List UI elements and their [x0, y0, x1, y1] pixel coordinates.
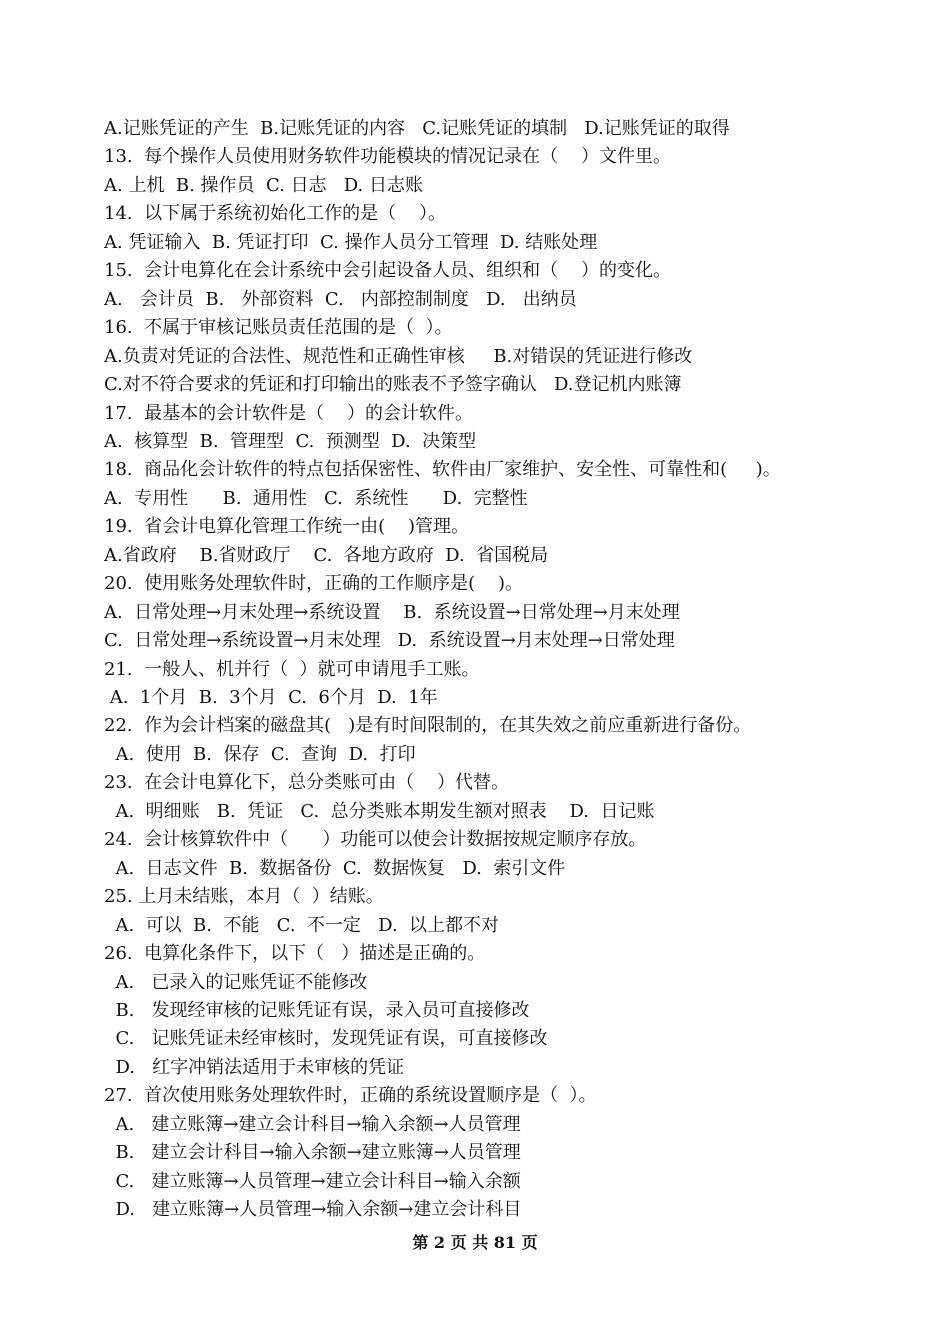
question-stem: 16. 不属于审核记账员责任范围的是（ ）。 [104, 317, 453, 339]
page-footer: 第 2 页 共 81 页 [412, 1233, 538, 1252]
question-stem: 22. 作为会计档案的磁盘其( )是有时间限制的，在其失效之前应重新进行备份。 [104, 715, 752, 737]
answer-options: C. 记账凭证未经审核时，发现凭证有误，可直接修改 [104, 1028, 548, 1050]
answer-options: A.记账凭证的产生 B.记账凭证的内容 C.记账凭证的填制 D.记账凭证的取得 [104, 118, 730, 139]
question-stem: 14. 以下属于系统初始化工作的是（ ）。 [104, 203, 446, 225]
answer-options: A. 日志文件 B. 数据备份 C. 数据恢复 D. 索引文件 [104, 857, 566, 879]
answer-options: C. 日常处理→系统设置→月末处理 D. 系统设置→月末处理→日常处理 [104, 630, 675, 652]
question-stem: 15. 会计电算化在会计系统中会引起设备人员、组织和（ ）的变化。 [104, 260, 671, 282]
answer-options: A. 上机 B. 操作员 C. 日志 D. 日志账 [104, 174, 423, 196]
answer-options: D. 红字冲销法适用于未审核的凭证 [104, 1056, 405, 1078]
question-stem: 18. 商品化会计软件的特点包括保密性、软件由厂家维护、安全性、可靠性和( )。 [104, 459, 781, 481]
answer-options: A. 凭证输入 B. 凭证打印 C. 操作人员分工管理 D. 结账处理 [104, 231, 598, 253]
answer-options: C.对不符合要求的凭证和打印输出的账表不予签字确认 D.登记机内账簿 [104, 374, 682, 396]
answer-options: A. 专用性 B. 通用性 C. 系统性 D. 完整性 [104, 487, 528, 509]
answer-options: A. 核算型 B. 管理型 C. 预测型 D. 决策型 [104, 430, 477, 452]
answer-options: A.负责对凭证的合法性、规范性和正确性审核 B.对错误的凭证进行修改 [104, 345, 693, 367]
answer-options: A. 会计员 B. 外部资料 C. 内部控制制度 D. 出纳员 [104, 288, 577, 310]
answer-options: A. 可以 B. 不能 C. 不一定 D. 以上都不对 [104, 914, 500, 936]
answer-options: A. 已录入的记账凭证不能修改 [104, 971, 368, 993]
question-stem: 26. 电算化条件下，以下（ ）描述是正确的。 [104, 943, 486, 965]
answer-options: C. 建立账簿→人员管理→建立会计科目→输入余额 [104, 1170, 521, 1192]
question-stem: 17. 最基本的会计软件是（ ）的会计软件。 [104, 402, 473, 424]
answer-options: D. 建立账簿→人员管理→输入余额→建立会计科目 [104, 1199, 522, 1221]
question-stem: 27. 首次使用账务处理软件时，正确的系统设置顺序是（ ）。 [104, 1085, 597, 1107]
answer-options: A. 建立账簿→建立会计科目→输入余额→人员管理 [104, 1113, 521, 1135]
answer-options: A. 1个月 B. 3个月 C. 6个月 D. 1年 [104, 687, 438, 708]
answer-options: B. 发现经审核的记账凭证有误，录入员可直接修改 [104, 999, 530, 1021]
question-stem: 23. 在会计电算化下，总分类账可由（ ）代替。 [104, 772, 509, 794]
answer-options: B. 建立会计科目→输入余额→建立账簿→人员管理 [104, 1142, 521, 1164]
answer-options: A. 使用 B. 保存 C. 查询 D. 打印 [104, 743, 416, 765]
question-stem: 20. 使用账务处理软件时，正确的工作顺序是( )。 [104, 573, 523, 595]
question-stem: 21. 一般人、机并行（ ）就可申请甩手工账。 [104, 658, 480, 680]
question-stem: 19. 省会计电算化管理工作统一由( )管理。 [104, 516, 469, 538]
question-stem: 24. 会计核算软件中（ ）功能可以使会计数据按规定顺序存放。 [104, 829, 647, 851]
answer-options: A. 明细账 B. 凭证 C. 总分类账本期发生额对照表 D. 日记账 [104, 800, 655, 822]
question-stem: 13. 每个操作人员使用财务软件功能模块的情况记录在（ ）文件里。 [104, 146, 671, 168]
answer-options: A. 日常处理→月末处理→系统设置 B. 系统设置→日常处理→月末处理 [104, 601, 680, 623]
question-stem: 25. 上月未结账，本月（ ）结账。 [104, 886, 384, 908]
answer-options: A.省政府 B.省财政厅 C. 各地方政府 D. 省国税局 [104, 544, 549, 566]
